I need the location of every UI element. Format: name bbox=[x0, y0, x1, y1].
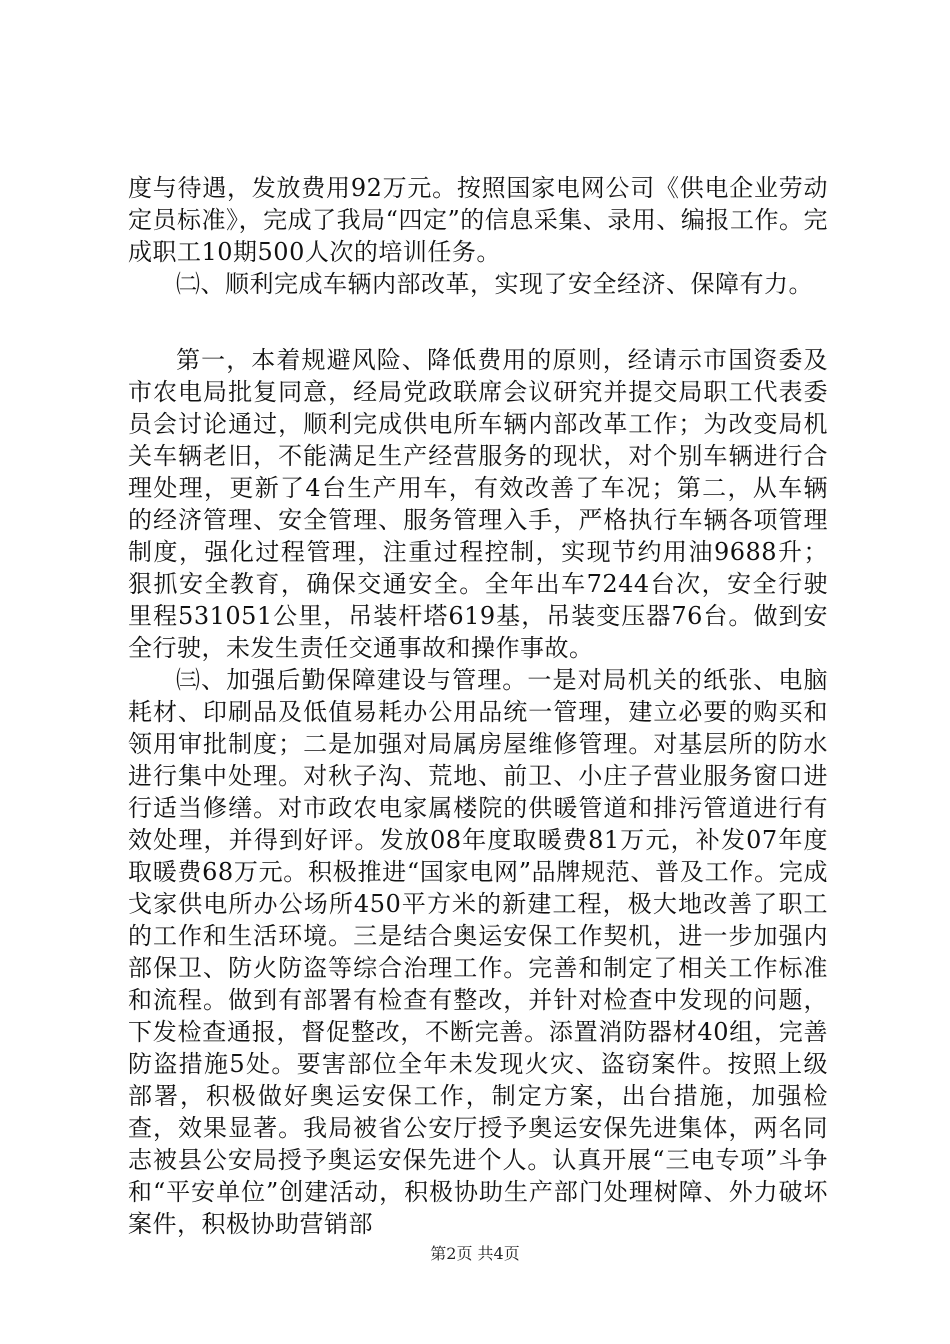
page-footer: 第2页 共4页 bbox=[430, 1244, 520, 1263]
document-body bbox=[128, 172, 828, 1240]
paragraph-continuation: 度与待遇，发放费用92万元。按照国家电网公司《供电企业劳动定员标准》，完成了我局“四定”的信息采集、录用、编报工作。完成职工10期500人次的培训任务。 bbox=[128, 174, 828, 266]
paragraph-vehicle-reform-details: 第一，本着规避风险、降低费用的原则，经请示市国资委及市农电局批复同意，经局党政联席会议研究并提交局职工代表委员会讨论通过，顺利完成供电所车辆内部改革工作；为改变局机关车辆老旧，不能满足生产经营服务的现状，对个别车辆进行合理处理，更新了4台生产用车，有效改善了车况；第二，从车辆的经济管理、安全管理、服务管理入手，严格执行车辆各项管理制度，强化过程管理，注重过程控制，实现节约用油9688升；狠抓安全教育，确保交通安全。全年出车7244台次，安全行驶里程531051公里，吊装杆塔619基，吊装变压器76台。做到安全行驶，未发生责任交通事故和操作事故。 bbox=[128, 346, 828, 662]
paragraph-spacer bbox=[128, 300, 828, 344]
paragraph-logistics-management: ㈢、加强后勤保障建设与管理。一是对局机关的纸张、电脑耗材、印刷品及低值易耗办公用品统一管理，建立必要的购买和领用审批制度；二是加强对局属房屋维修管理。对基层所的防水进行集中处理。对秋子沟、荒地、前卫、小庄子营业服务窗口进行适当修缮。对市政农电家属楼院的供暖管道和排污管道进行有效处理，并得到好评。发放08年度取暖费81万元，补发07年度取暖费68万元。积极推进“国家电网”品牌规范、普及工作。完成戈家供电所办公场所450平方米的新建工程，极大地改善了职工的工作和生活环境。三是结合奥运安保工作契机，进一步加强内部保卫、防火防盗等综合治理工作。完善和制定了相关工作标准和流程。做到有部署有检查有整改，并针对检查中发现的问题，下发检查通报，督促整改，不断完善。添置消防器材40组，完善防盗措施5处。要害部位全年未发现火灾、盗窃案件。按照上级部署，积极做好奥运安保工作，制定方案，出台措施，加强检查，效果显著。我局被省公安厅授予奥运安保先进集体，两名同志被县公安局授予奥运安保先进个人。认真开展“三电专项”斗争和“平安单位”创建活动，积极协助生产部门处理树障、外力破坏案件，积极协助营销部 bbox=[128, 666, 828, 1238]
section-heading-vehicle-reform: ㈡、顺利完成车辆内部改革，实现了安全经济、保障有力。 bbox=[176, 270, 813, 298]
